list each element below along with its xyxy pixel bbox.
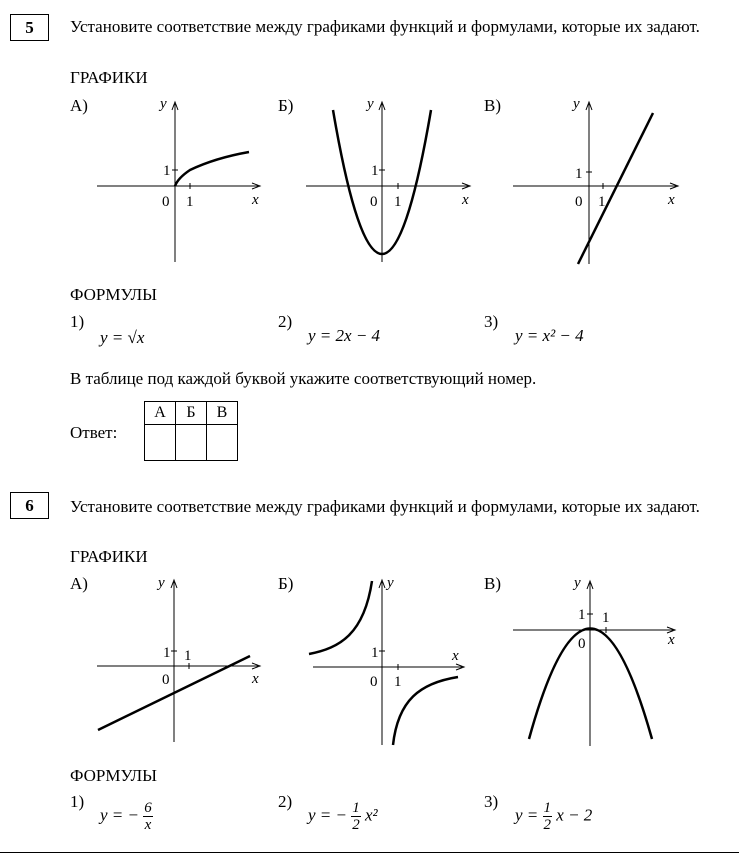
answer-label: Ответ: bbox=[70, 423, 118, 442]
graph-label-v: В) bbox=[484, 96, 501, 115]
origin-label: 0 bbox=[162, 194, 170, 210]
instruction-text: В таблице под каждой буквой укажите соответствующий номер. bbox=[70, 369, 537, 388]
tick-label-1: 1 bbox=[371, 645, 379, 661]
y-axis-label: y bbox=[387, 575, 394, 591]
page-cut-line bbox=[0, 852, 739, 853]
x-axis-label: x bbox=[668, 192, 675, 208]
tick-label-1: 1 bbox=[578, 607, 586, 623]
tick-label-1: 1 bbox=[575, 166, 583, 182]
graph-label-b: Б) bbox=[278, 96, 294, 115]
formula-1 bbox=[100, 800, 153, 833]
graphs-heading: ГРАФИКИ bbox=[70, 547, 148, 566]
formula-3: y = x² − 4 bbox=[515, 326, 584, 345]
answer-header-v: В bbox=[207, 402, 238, 425]
denominator: 2 bbox=[543, 817, 552, 833]
task-number: 5 bbox=[10, 14, 49, 41]
formulas-heading: ФОРМУЛЫ bbox=[70, 766, 157, 785]
tick-label-1: 1 bbox=[163, 645, 171, 661]
answer-header-a: А bbox=[145, 402, 176, 425]
y-axis-label: y bbox=[574, 575, 581, 591]
tick-label-1: 1 bbox=[394, 194, 402, 210]
graph-label-a: А) bbox=[70, 574, 88, 593]
formula-label-3: 3) bbox=[484, 312, 499, 331]
task-question: Установите соответствие между графиками функций и формулами, которые их задают. bbox=[70, 497, 700, 516]
x-axis-label: x bbox=[452, 648, 459, 664]
numerator: 6 bbox=[144, 800, 152, 816]
graph-label-a: А) bbox=[70, 96, 88, 115]
y-axis-label: y bbox=[367, 96, 374, 112]
graph-label-b: Б) bbox=[278, 574, 294, 593]
origin-label: 0 bbox=[578, 636, 586, 652]
formulas-heading: ФОРМУЛЫ bbox=[70, 285, 157, 304]
denominator: 2 bbox=[352, 817, 360, 833]
formula-lhs: y = − bbox=[308, 805, 347, 825]
formula-lhs: y = bbox=[515, 805, 539, 825]
formula-lhs: y = − bbox=[100, 805, 139, 825]
tick-label-1: 1 bbox=[371, 163, 379, 179]
formula-rest: x² bbox=[365, 805, 378, 825]
y-axis-label: y bbox=[158, 575, 165, 591]
formula-1: y = √x bbox=[100, 328, 145, 347]
graph-label-v: В) bbox=[484, 574, 501, 593]
formula-label-1: 1) bbox=[70, 792, 85, 811]
task-number: 6 bbox=[10, 492, 49, 519]
y-axis-label: y bbox=[160, 96, 167, 112]
formula-2 bbox=[308, 800, 378, 833]
formula-label-2: 2) bbox=[278, 792, 293, 811]
x-axis-label: x bbox=[252, 192, 259, 208]
formula-rest: x − 2 bbox=[556, 805, 593, 825]
formula-2: y = 2x − 4 bbox=[308, 326, 381, 345]
denominator: x bbox=[144, 817, 152, 833]
x-axis-label: x bbox=[462, 192, 469, 208]
numerator: 1 bbox=[543, 800, 552, 816]
tick-label-1: 1 bbox=[602, 610, 610, 626]
tick-label-1: 1 bbox=[394, 674, 402, 690]
x-axis-label: x bbox=[252, 671, 259, 687]
answer-header-b: Б bbox=[176, 402, 207, 425]
tick-label-1: 1 bbox=[163, 163, 171, 179]
formula-3 bbox=[515, 800, 592, 833]
task-question: Установите соответствие между графиками функций и формулами, которые их задают. bbox=[70, 17, 700, 36]
tick-label-1: 1 bbox=[186, 194, 194, 210]
y-axis-label: y bbox=[573, 96, 580, 112]
fraction bbox=[143, 800, 153, 833]
origin-label: 0 bbox=[370, 674, 378, 690]
tick-label-1: 1 bbox=[598, 194, 606, 210]
formula-label-2: 2) bbox=[278, 312, 293, 331]
origin-label: 0 bbox=[575, 194, 583, 210]
x-axis-label: x bbox=[668, 632, 675, 648]
tick-label-1: 1 bbox=[184, 648, 192, 664]
numerator: 1 bbox=[352, 800, 360, 816]
origin-label: 0 bbox=[370, 194, 378, 210]
graphs-heading: ГРАФИКИ bbox=[70, 68, 148, 87]
formula-label-3: 3) bbox=[484, 792, 499, 811]
fraction bbox=[351, 800, 361, 833]
formula-label-1: 1) bbox=[70, 312, 85, 331]
origin-label: 0 bbox=[162, 672, 170, 688]
fraction bbox=[543, 800, 553, 833]
